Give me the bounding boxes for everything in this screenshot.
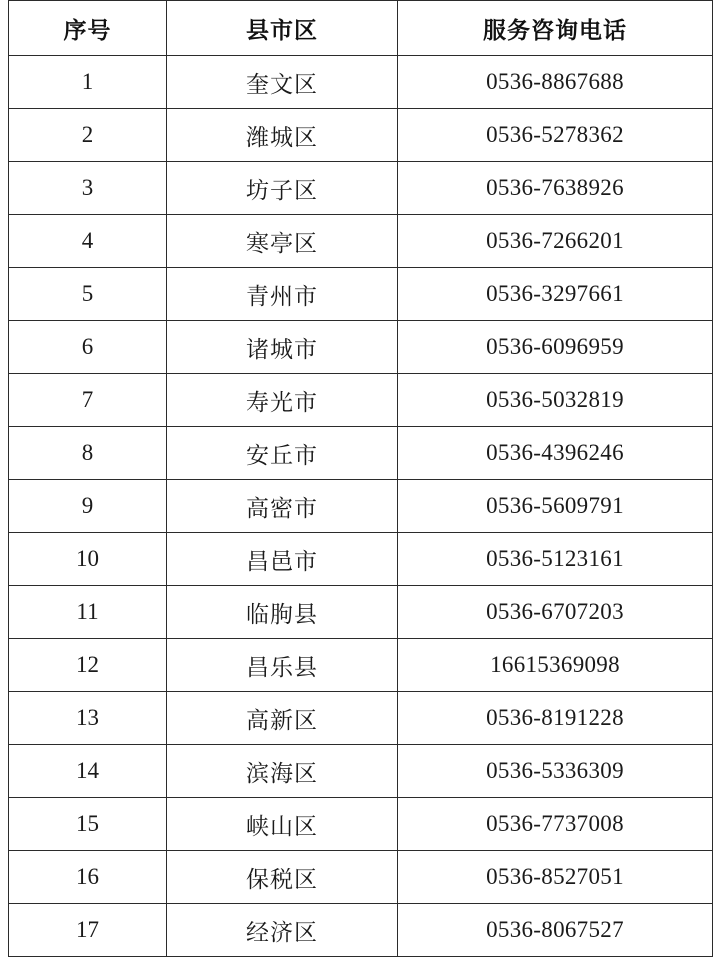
table-row [9,268,713,321]
table-row [9,904,713,957]
cell-index: 9 [9,480,167,533]
cell-index: 5 [9,268,167,321]
table-row [9,692,713,745]
cell-area: 临朐县 [167,586,398,639]
cell-phone: 0536-7737008 [398,798,713,851]
cell-area: 保税区 [167,851,398,904]
table-header-row [9,1,713,56]
cell-index: 10 [9,533,167,586]
cell-index: 14 [9,745,167,798]
cell-phone: 0536-7638926 [398,162,713,215]
cell-index: 4 [9,215,167,268]
cell-phone: 0536-7266201 [398,215,713,268]
table-row [9,162,713,215]
table-row [9,851,713,904]
cell-index: 13 [9,692,167,745]
cell-phone: 0536-5278362 [398,109,713,162]
table-row [9,215,713,268]
column-header-index: 序号 [9,1,167,56]
cell-phone: 0536-5336309 [398,745,713,798]
service-contact-table [8,0,713,957]
cell-index: 2 [9,109,167,162]
cell-index: 16 [9,851,167,904]
cell-index: 12 [9,639,167,692]
cell-phone: 0536-8527051 [398,851,713,904]
table-row [9,109,713,162]
table-row [9,374,713,427]
cell-area: 安丘市 [167,427,398,480]
column-header-area: 县市区 [167,1,398,56]
cell-phone: 0536-5032819 [398,374,713,427]
table-row [9,56,713,109]
cell-area: 坊子区 [167,162,398,215]
cell-area: 经济区 [167,904,398,957]
table-row [9,745,713,798]
column-header-phone: 服务咨询电话 [398,1,713,56]
cell-area: 昌邑市 [167,533,398,586]
cell-area: 高密市 [167,480,398,533]
cell-index: 8 [9,427,167,480]
cell-phone: 0536-8191228 [398,692,713,745]
cell-index: 6 [9,321,167,374]
cell-area: 诸城市 [167,321,398,374]
table-row [9,586,713,639]
table-header [9,1,713,56]
cell-area: 寒亭区 [167,215,398,268]
table-row [9,798,713,851]
cell-index: 11 [9,586,167,639]
cell-phone: 0536-8867688 [398,56,713,109]
table-body [9,56,713,957]
cell-phone: 0536-8067527 [398,904,713,957]
cell-phone: 0536-5609791 [398,480,713,533]
cell-phone: 0536-6096959 [398,321,713,374]
cell-phone: 0536-6707203 [398,586,713,639]
table-row [9,639,713,692]
cell-index: 7 [9,374,167,427]
cell-index: 17 [9,904,167,957]
table-row [9,321,713,374]
cell-area: 滨海区 [167,745,398,798]
table-row [9,533,713,586]
cell-phone: 0536-3297661 [398,268,713,321]
cell-phone: 0536-4396246 [398,427,713,480]
cell-index: 1 [9,56,167,109]
cell-area: 潍城区 [167,109,398,162]
cell-index: 15 [9,798,167,851]
table-row [9,480,713,533]
cell-index: 3 [9,162,167,215]
cell-area: 寿光市 [167,374,398,427]
cell-area: 青州市 [167,268,398,321]
cell-area: 昌乐县 [167,639,398,692]
cell-area: 奎文区 [167,56,398,109]
cell-area: 峡山区 [167,798,398,851]
cell-phone: 16615369098 [398,639,713,692]
table-row [9,427,713,480]
cell-phone: 0536-5123161 [398,533,713,586]
cell-area: 高新区 [167,692,398,745]
